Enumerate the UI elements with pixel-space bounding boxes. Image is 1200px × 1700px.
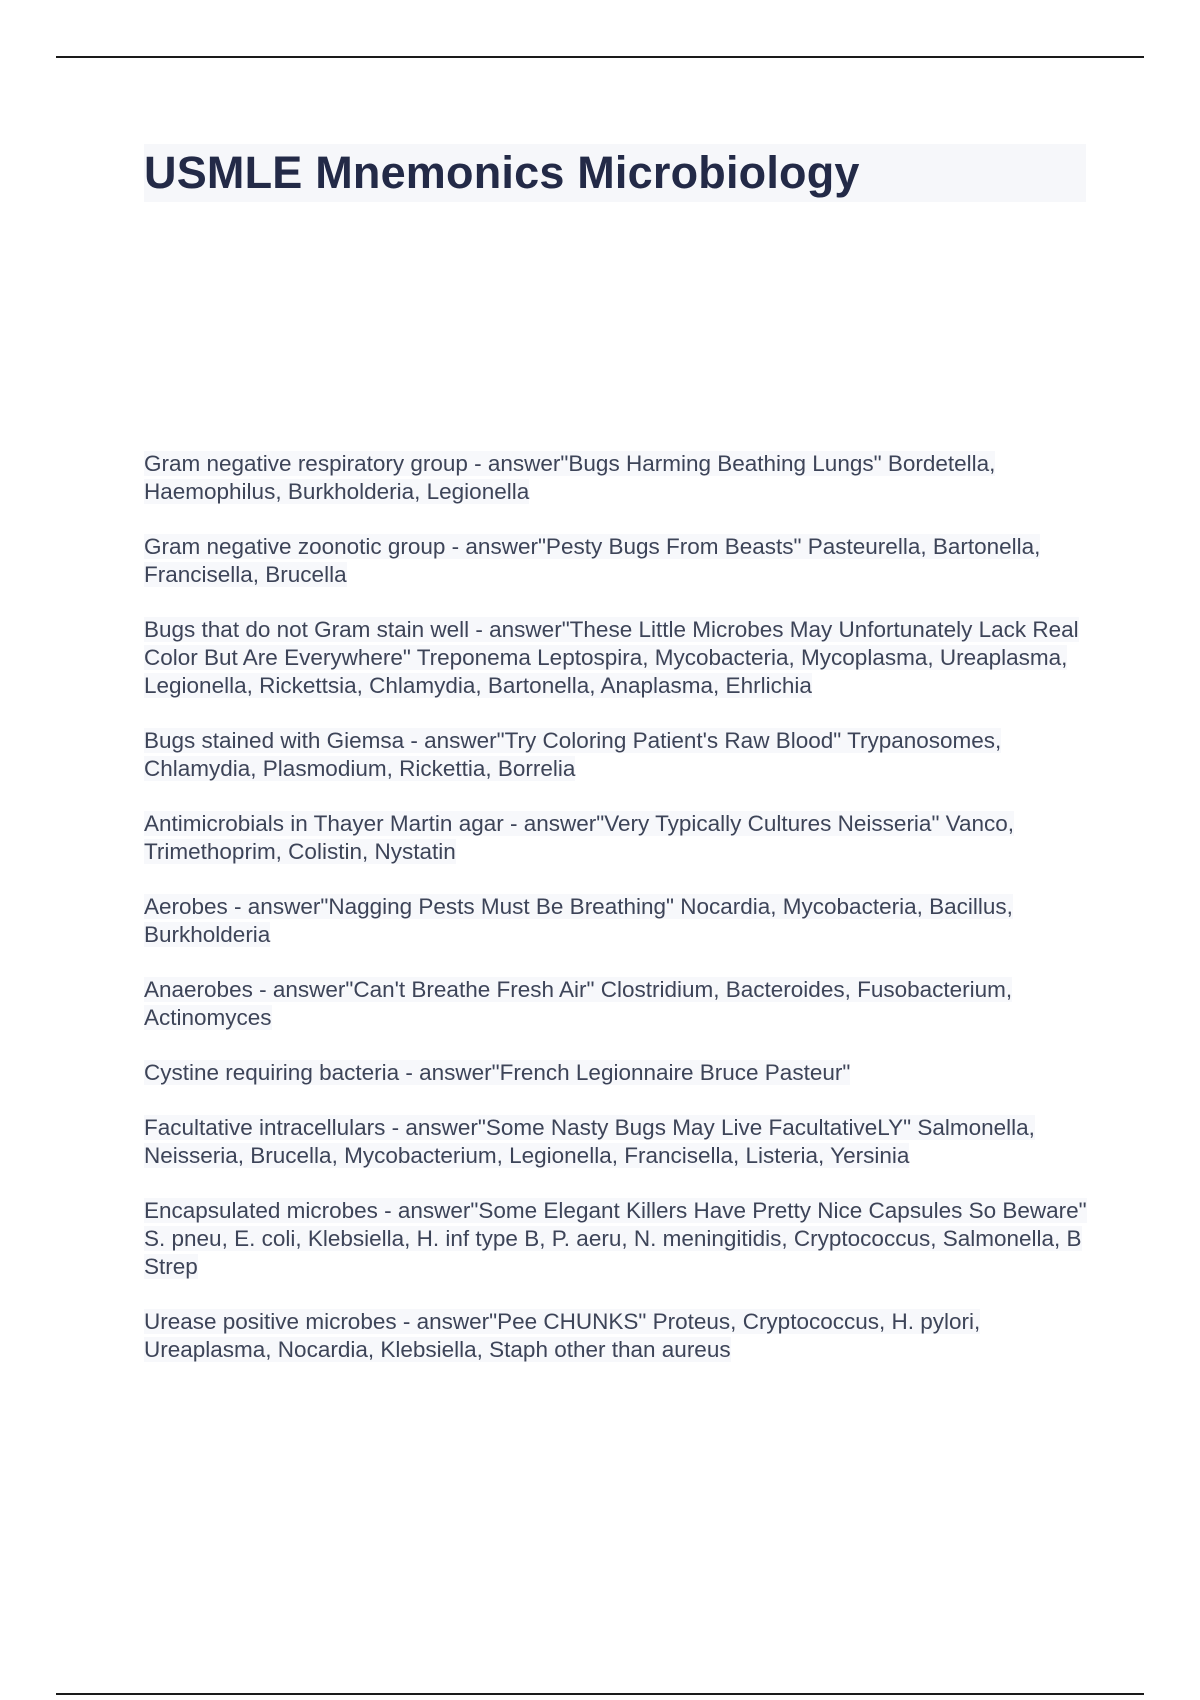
mnemonic-entry: Aerobes - answer"Nagging Pests Must Be Breathing" Nocardia, Mycobacteria, Bacillus, Burkholderia: [144, 894, 1013, 947]
mnemonic-entry: Gram negative zoonotic group - answer"Pesty Bugs From Beasts" Pasteurella, Bartonella, Francisella, Brucella: [144, 534, 1041, 587]
mnemonic-entry: Facultative intracellulars - answer"Some Nasty Bugs May Live FacultativeLY" Salmonella, Neisseria, Brucella, Mycobacterium, Legionella, Francisella, Listeria, Yersinia: [144, 1115, 1035, 1168]
mnemonic-entry: Anaerobes - answer"Can't Breathe Fresh Air" Clostridium, Bacteroides, Fusobacterium, Actinomyces: [144, 977, 1013, 1030]
mnemonic-list: [144, 450, 1094, 1391]
mnemonic-entry: Bugs stained with Giemsa - answer"Try Coloring Patient's Raw Blood" Trypanosomes, Chlamydia, Plasmodium, Rickettia, Borrelia: [144, 728, 1002, 781]
mnemonic-entry: Cystine requiring bacteria - answer"French Legionnaire Bruce Pasteur": [144, 1060, 851, 1085]
top-rule: [56, 56, 1144, 58]
mnemonic-entry: Bugs that do not Gram stain well - answer"These Little Microbes May Unfortunately Lack Real Color But Are Everywhere" Treponema Leptospira, Mycobacteria, Mycoplasma, Ureaplasma, Legionella, Rickettsia, Chlamydia, Bartonella, Anaplasma, Ehrlichia: [144, 617, 1079, 698]
bottom-rule: [56, 1693, 1144, 1695]
mnemonic-entry: Gram negative respiratory group - answer"Bugs Harming Beathing Lungs" Bordetella, Haemophilus, Burkholderia, Legionella: [144, 451, 996, 504]
mnemonic-entry: Urease positive microbes - answer"Pee CHUNKS" Proteus, Cryptococcus, H. pylori, Ureaplasma, Nocardia, Klebsiella, Staph other than aureus: [144, 1309, 981, 1362]
document-title: USMLE Mnemonics Microbiology: [144, 147, 860, 198]
title-block: [144, 144, 1086, 202]
mnemonic-entry: Antimicrobials in Thayer Martin agar - answer"Very Typically Cultures Neisseria" Vanco, Trimethoprim, Colistin, Nystatin: [144, 811, 1015, 864]
mnemonic-entry: Encapsulated microbes - answer"Some Elegant Killers Have Pretty Nice Capsules So Beware" S. pneu, E. coli, Klebsiella, H. inf type B, P. aeru, N. meningitidis, Cryptococcus, Salmonella, B Strep: [144, 1198, 1087, 1279]
